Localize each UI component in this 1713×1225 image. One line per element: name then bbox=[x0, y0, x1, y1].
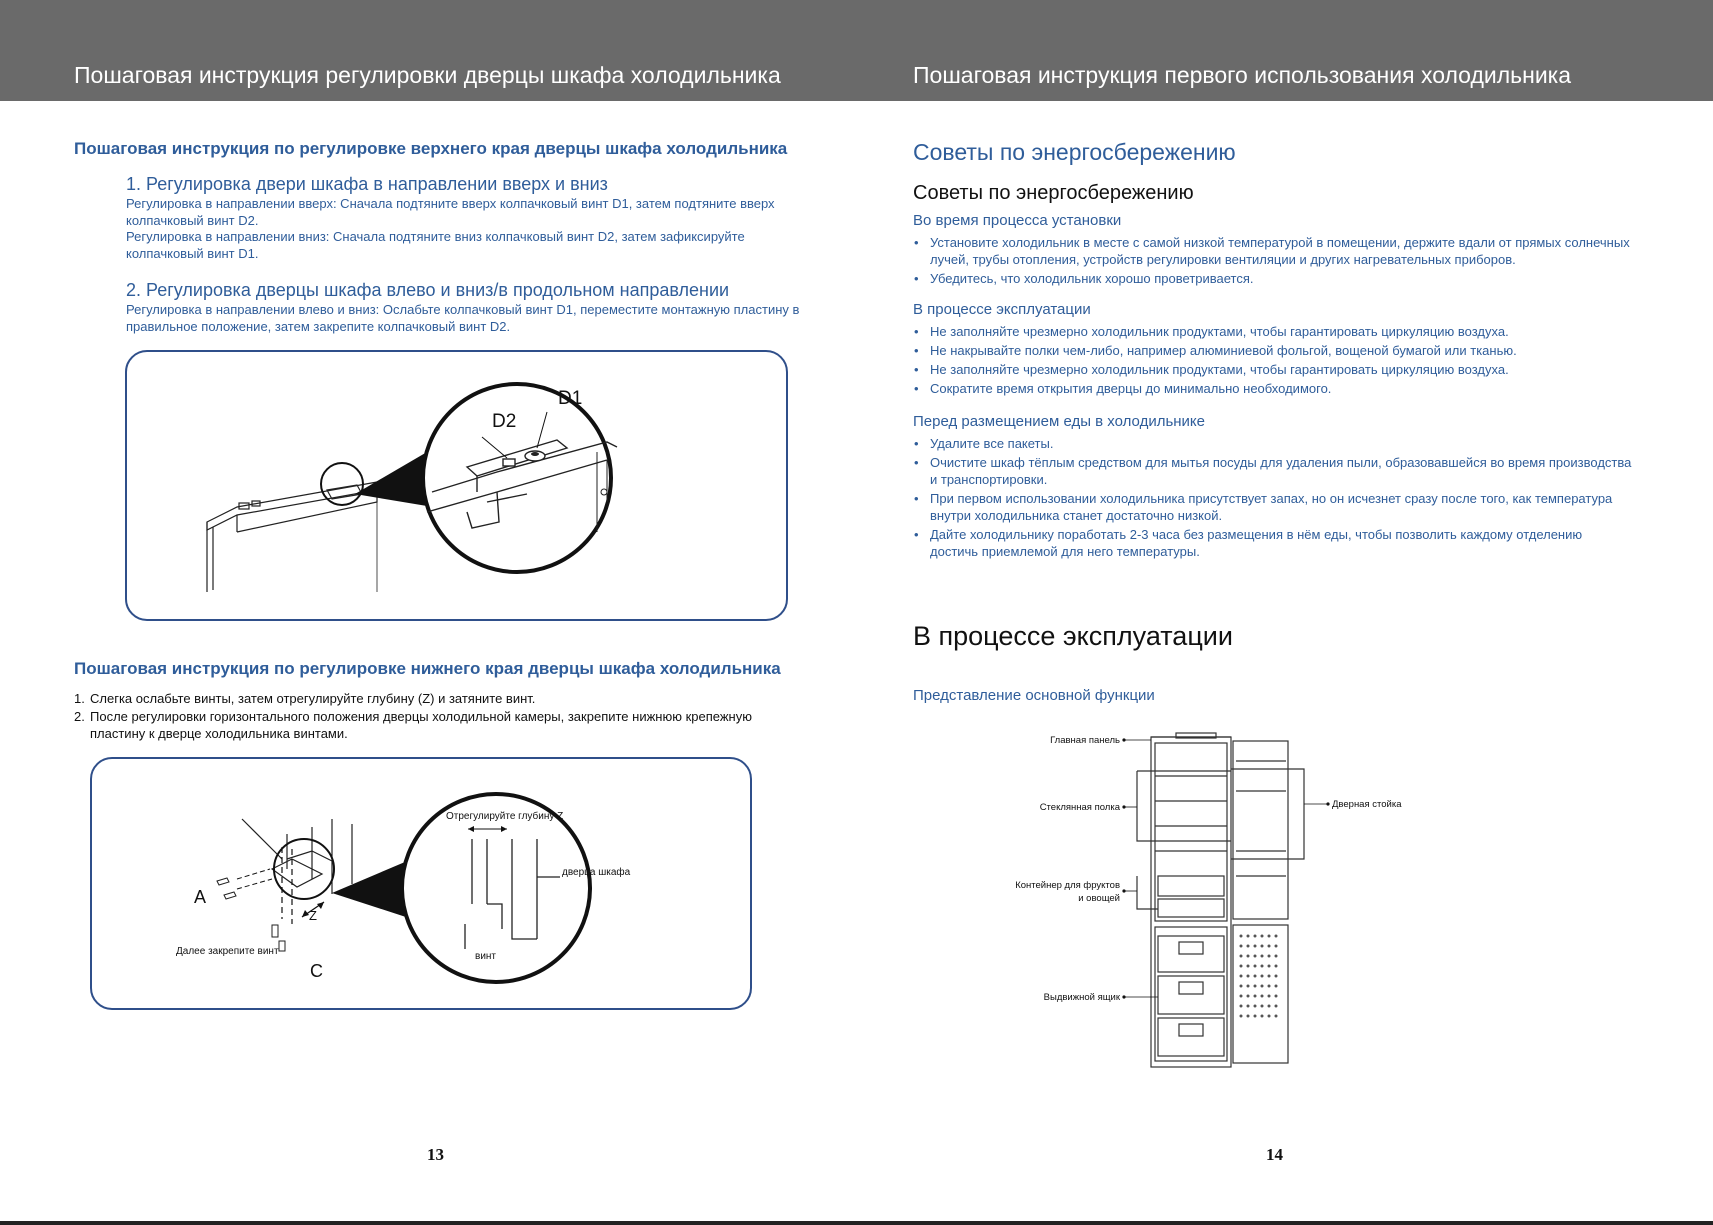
group-operation-list bbox=[913, 323, 1633, 399]
step1-text-down: Регулировка в направлении вниз: Сначала подтяните вниз колпачковый винт D2, затем зафиксируйте колпачковый винт D1. bbox=[126, 229, 745, 261]
list-item: • Не заполняйте чрезмерно холодильник продуктами, чтобы гарантировать циркуляцию воздуха. bbox=[913, 323, 1633, 340]
list-item: • Не накрывайте полки чем-либо, например алюминиевой фольгой, вощеной бумагой или тканью. bbox=[913, 342, 1633, 359]
group-install-heading: Во время процесса установки bbox=[913, 212, 1122, 229]
step2-title: 2. Регулировка дверцы шкафа влево и вниз/в продольном направлении bbox=[126, 280, 730, 300]
label-drawer: Выдвижной ящик bbox=[1043, 992, 1120, 1003]
list-item: • Убедитесь, что холодильник хорошо проветривается. bbox=[913, 270, 1633, 287]
step1-text-up: Регулировка в направлении вверх: Сначала подтяните вверх колпачковый винт D1, затем подтяните вверх колпачковый винт D2. bbox=[126, 196, 775, 228]
label-adjust-depth: Отрегулируйте глубину Z bbox=[446, 811, 564, 822]
label-crisper-line2: и овощей bbox=[1078, 893, 1120, 904]
top-hinge-drawing bbox=[127, 352, 790, 623]
right-header-title: Пошаговая инструкция первого использования холодильника bbox=[913, 62, 1572, 88]
bottom-step-1: 1. Слегка ослабьте винты, затем отрегулируйте глубину (Z) и затяните винт. bbox=[74, 691, 536, 706]
figure-top-hinge bbox=[125, 350, 788, 621]
function-title: Представление основной функции bbox=[913, 687, 1155, 704]
label-a: A bbox=[194, 887, 207, 907]
bottom-hinge-drawing bbox=[92, 759, 754, 1012]
list-item: • Дайте холодильнику поработать 2-3 часа без размещения в нём еды, чтобы позволить каждому отделению достичь приемлемой для него температуры. bbox=[913, 526, 1633, 560]
label-screw: винт bbox=[475, 951, 497, 962]
top-section-title: Пошаговая инструкция по регулировке верхнего края дверцы шкафа холодильника bbox=[74, 139, 788, 158]
label-z: Z bbox=[309, 908, 317, 923]
figure-bottom-hinge bbox=[90, 757, 752, 1010]
operation-title: В процессе эксплуатации bbox=[913, 621, 1233, 651]
label-fix-screw: Далее закрепите винт bbox=[176, 946, 279, 957]
energy-saving-title: Советы по энергосбережению bbox=[913, 139, 1236, 165]
label-door-rack: Дверная стойка bbox=[1332, 799, 1402, 810]
header-bar bbox=[0, 0, 1713, 101]
list-item: • Очистите шкаф тёплым средством для мытья посуды для удаления пыли, образовавшейся во время производства и транспортировки. bbox=[913, 454, 1633, 488]
group-before-food-heading: Перед размещением еды в холодильнике bbox=[913, 413, 1206, 430]
list-item: • Установите холодильник в месте с самой низкой температурой в помещении, держите вдали от прямых солнечных лучей, трубы отопления, устройств регулировки вентиляции и других нагревательных приборов. bbox=[913, 234, 1633, 268]
label-d2: D2 bbox=[492, 411, 517, 432]
list-item: • Не заполняйте чрезмерно холодильник продуктами, чтобы гарантировать циркуляцию воздуха. bbox=[913, 361, 1633, 378]
fridge-diagram bbox=[1015, 731, 1466, 1076]
label-glass-shelf: Стеклянная полка bbox=[1039, 802, 1120, 813]
step2-text: Регулировка в направлении влево и вниз: Ослабьте колпачковый винт D1, переместите монтажную пластину в правильное положение, затем закрепите колпачковый винт D2. bbox=[126, 302, 800, 334]
left-page bbox=[0, 101, 856, 1225]
step1-title: 1. Регулировка двери шкафа в направлении вверх и вниз bbox=[126, 174, 608, 194]
list-item: • Удалите все пакеты. bbox=[913, 435, 1633, 452]
bottom-step-2: 2. После регулировки горизонтального положения дверцы холодильной камеры, закрепите нижнюю крепежную пластину к дверце холодильника винтами. bbox=[74, 709, 752, 741]
right-page bbox=[856, 101, 1713, 1225]
group-operation-heading: В процессе эксплуатации bbox=[913, 301, 1091, 318]
label-main-panel: Главная панель bbox=[1050, 735, 1120, 746]
label-crisper-line1: Контейнер для фруктов bbox=[1015, 880, 1120, 891]
energy-saving-subtitle: Советы по энергосбережению bbox=[913, 182, 1194, 204]
list-item: • При первом использовании холодильника присутствует запах, но он исчезнет сразу после того, как температура внутри холодильника станет достаточно низкой. bbox=[913, 490, 1633, 524]
bottom-rule bbox=[0, 1221, 1713, 1225]
page-number-right: 14 bbox=[1266, 1145, 1283, 1164]
bottom-section-title: Пошаговая инструкция по регулировке нижнего края дверцы шкафа холодильника bbox=[74, 659, 781, 678]
label-d1: D1 bbox=[558, 388, 583, 409]
group-before-food-list bbox=[913, 435, 1633, 562]
group-install-list bbox=[913, 234, 1633, 289]
bottom-steps-list bbox=[74, 690, 754, 743]
left-header-title: Пошаговая инструкция регулировки дверцы шкафа холодильника bbox=[74, 62, 781, 88]
page-number-left: 13 bbox=[427, 1145, 444, 1164]
list-item: • Сократите время открытия дверцы до минимально необходимого. bbox=[913, 380, 1633, 397]
label-door: дверца шкафа bbox=[562, 867, 631, 878]
label-c: C bbox=[310, 961, 323, 981]
